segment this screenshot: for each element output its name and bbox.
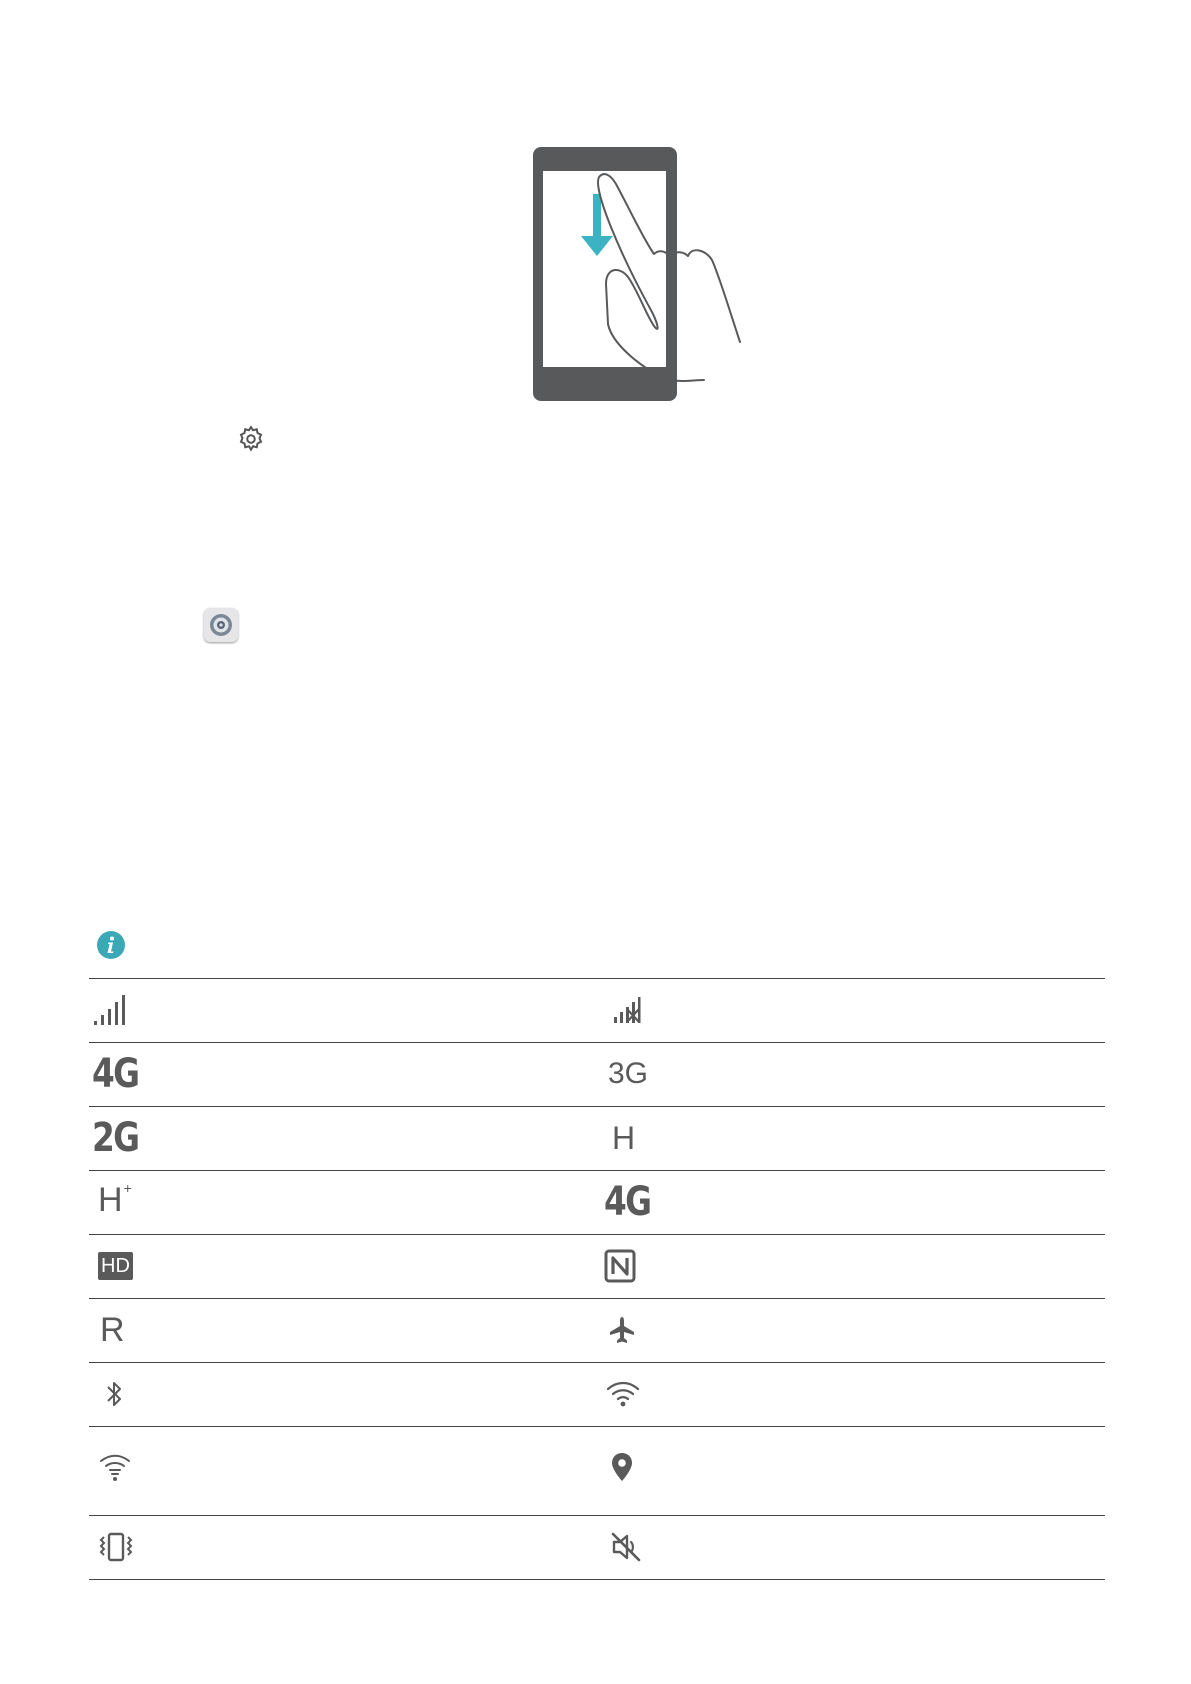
phone-screen (543, 171, 666, 367)
no-signal-icon (612, 995, 642, 1025)
table-rule (89, 1298, 1105, 1299)
table-cell (98, 1180, 132, 1220)
bluetooth-icon (104, 1378, 124, 1410)
table-cell (104, 1374, 124, 1414)
2g-bold-icon: 2G (92, 1115, 139, 1161)
wifi-icon (606, 1380, 640, 1408)
airplane-mode-icon (608, 1315, 636, 1345)
settings-gear-graphic (204, 608, 238, 642)
info-icon (96, 930, 126, 960)
table-cell (98, 1527, 134, 1567)
wifi-hotspot-icon (98, 1453, 132, 1483)
table-cell (612, 1118, 635, 1158)
roaming-icon: R (100, 1310, 125, 1349)
4g-bold-icon: 4G (92, 1051, 139, 1097)
volte-hd-icon: HD (98, 1252, 133, 1280)
4g-plus-icon: 4G (604, 1179, 651, 1225)
hspa-icon: H (612, 1119, 636, 1156)
table-cell (98, 1448, 132, 1488)
silent-mode-icon (610, 1531, 642, 1563)
gear-icon (236, 424, 266, 454)
hspa-plus-icon (98, 1180, 132, 1220)
table-cell (612, 994, 642, 1026)
table-rule (89, 1515, 1105, 1516)
table-rule (89, 1170, 1105, 1171)
table-rule (89, 1042, 1105, 1043)
swipe-down-illustration (530, 144, 770, 414)
nfc-icon (604, 1249, 636, 1283)
table-rule (89, 1234, 1105, 1235)
hspa-plus-letter: H (98, 1181, 123, 1219)
table-rule (89, 1362, 1105, 1363)
table-cell (100, 1310, 125, 1350)
hspa-plus-sup: + (123, 1180, 132, 1196)
location-icon (610, 1451, 634, 1483)
settings-app-icon (204, 608, 238, 642)
table-cell (604, 1248, 636, 1284)
table-cell (604, 1178, 661, 1226)
table-cell (610, 1529, 642, 1565)
signal-strength-icon (92, 993, 128, 1027)
table-cell (608, 1054, 648, 1094)
table-cell (92, 990, 128, 1030)
3g-icon: 3G (608, 1057, 649, 1090)
table-cell (606, 1376, 640, 1412)
table-cell (92, 1050, 149, 1098)
table-cell (92, 1114, 149, 1162)
table-rule (89, 978, 1105, 979)
table-rule (89, 1579, 1105, 1580)
table-cell (98, 1246, 133, 1286)
table-rule (89, 1426, 1105, 1427)
vibrate-icon (98, 1531, 134, 1563)
table-cell (608, 1312, 636, 1348)
table-rule (89, 1106, 1105, 1107)
table-cell (610, 1446, 634, 1488)
